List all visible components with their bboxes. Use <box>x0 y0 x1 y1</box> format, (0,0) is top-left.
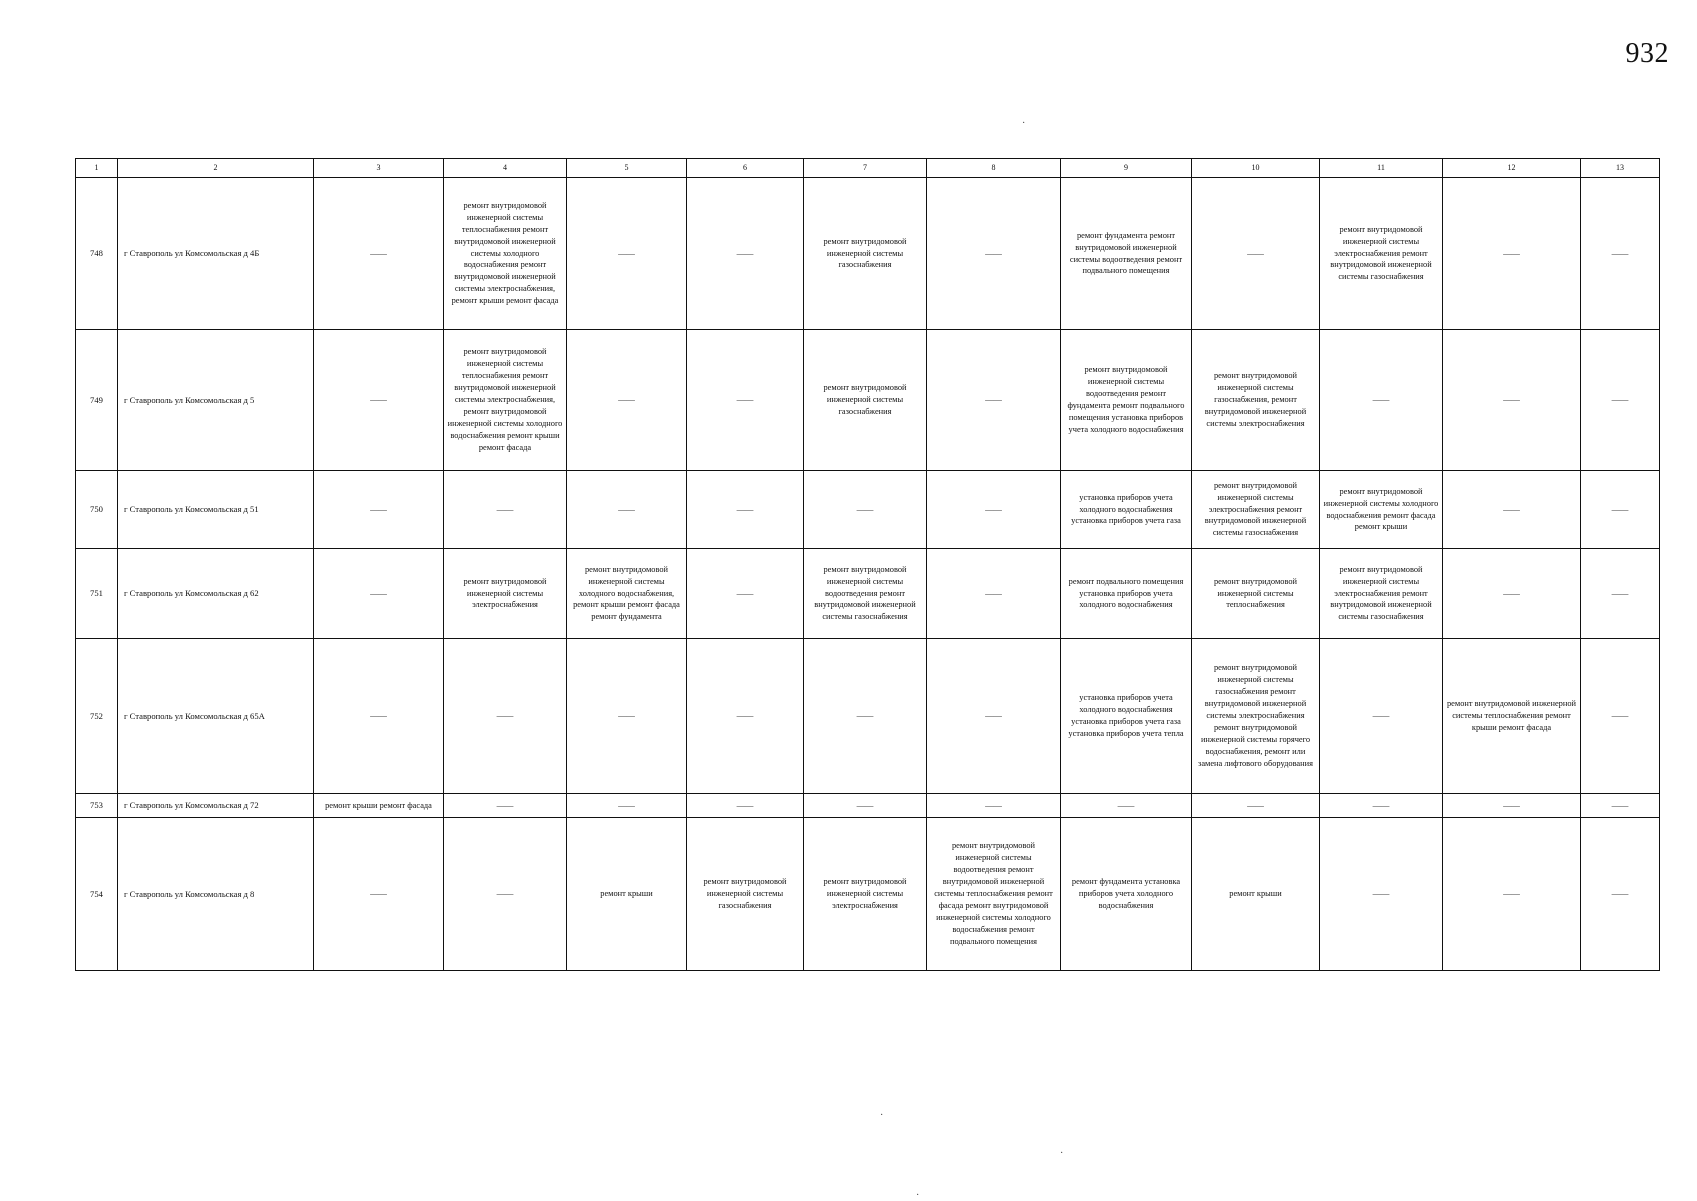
table-cell: ремонт внутридомовой инженерной системы водоотведения ремонт внутридомовой инженерной системы газоснабжения <box>804 549 927 639</box>
table-cell: —— <box>927 794 1061 818</box>
scan-speck: · <box>1022 118 1026 129</box>
table-row <box>76 471 1660 549</box>
page-number: 932 <box>1625 38 1669 69</box>
table-cell: ремонт внутридомовой инженерной системы теплоснабжения ремонт внутридомовой инженерной системы электроснабжения, ремонт внутридомовой инженерной системы холодного водоснабжения ремонт крыши ремонт фасада <box>444 330 567 471</box>
table-cell: ремонт внутридомовой инженерной системы водоотведения ремонт фундамента ремонт подвального помещения установка приборов учета холодного водоснабжения <box>1061 330 1192 471</box>
scan-speck: · <box>1060 1148 1064 1159</box>
table-cell: —— <box>687 794 804 818</box>
column-header: 6 <box>687 159 804 178</box>
table-cell: —— <box>314 178 444 330</box>
table-cell: —— <box>687 330 804 471</box>
table-cell: —— <box>804 471 927 549</box>
table-cell: ремонт фундамента ремонт внутридомовой инженерной системы водоотведения ремонт подвального помещения <box>1061 178 1192 330</box>
table-cell: —— <box>1581 471 1660 549</box>
table-cell: —— <box>1320 330 1443 471</box>
table-cell: —— <box>444 471 567 549</box>
table-cell: —— <box>687 471 804 549</box>
table-cell: ремонт внутридомовой инженерной системы теплоснабжения ремонт крыши ремонт фасада <box>1443 639 1581 794</box>
table-cell: ремонт крыши <box>567 818 687 971</box>
table-cell: —— <box>804 639 927 794</box>
table-cell: ремонт внутридомовой инженерной системы холодного водоснабжения ремонт фасада ремонт крыши <box>1320 471 1443 549</box>
table-cell: ремонт крыши <box>1192 818 1320 971</box>
table-row <box>76 178 1660 330</box>
table-cell: —— <box>1581 794 1660 818</box>
table-cell: —— <box>314 639 444 794</box>
table-cell: ремонт крыши ремонт фасада <box>314 794 444 818</box>
table-cell: —— <box>1192 178 1320 330</box>
table-cell: ремонт внутридомовой инженерной системы газоснабжения, ремонт внутридомовой инженерной системы электроснабжения <box>1192 330 1320 471</box>
table-cell: ремонт внутридомовой инженерной системы газоснабжения ремонт внутридомовой инженерной системы электроснабжения ремонт внутридомовой инженерной системы горячего водоснабжения, ремонт или замена лифтового оборудования <box>1192 639 1320 794</box>
table-row <box>76 639 1660 794</box>
column-header: 5 <box>567 159 687 178</box>
table-cell: —— <box>314 330 444 471</box>
column-header: 4 <box>444 159 567 178</box>
table-cell: —— <box>1581 178 1660 330</box>
table-cell: —— <box>1192 794 1320 818</box>
table-row <box>76 330 1660 471</box>
table-cell: установка приборов учета холодного водоснабжения установка приборов учета газа установка приборов учета тепла <box>1061 639 1192 794</box>
table-cell: —— <box>1443 794 1581 818</box>
address-cell: г Ставрополь ул Комсомольская д 5 <box>118 330 314 471</box>
row-number: 749 <box>76 330 118 471</box>
column-header: 13 <box>1581 159 1660 178</box>
column-header: 7 <box>804 159 927 178</box>
address-cell: г Ставрополь ул Комсомольская д 65А <box>118 639 314 794</box>
table-cell: —— <box>444 818 567 971</box>
table-cell: —— <box>1581 818 1660 971</box>
column-header: 2 <box>118 159 314 178</box>
table-row <box>76 794 1660 818</box>
table-cell: —— <box>1320 818 1443 971</box>
row-number: 752 <box>76 639 118 794</box>
table-cell: ремонт внутридомовой инженерной системы теплоснабжения ремонт внутридомовой инженерной системы холодного водоснабжения ремонт внутридомовой инженерной системы электроснабжения, ремонт крыши ремонт фасада <box>444 178 567 330</box>
table-cell: —— <box>567 330 687 471</box>
table-cell: —— <box>1320 794 1443 818</box>
column-header: 1 <box>76 159 118 178</box>
table-cell: ремонт внутридомовой инженерной системы газоснабжения <box>804 178 927 330</box>
table-cell: —— <box>1581 639 1660 794</box>
table-cell: ремонт внутридомовой инженерной системы теплоснабжения <box>1192 549 1320 639</box>
table-cell: ремонт внутридомовой инженерной системы электроснабжения ремонт внутридомовой инженерной системы газоснабжения <box>1320 549 1443 639</box>
repair-plan-table <box>75 158 1660 971</box>
column-header: 12 <box>1443 159 1581 178</box>
table-cell: —— <box>1061 794 1192 818</box>
table-cell: —— <box>1443 471 1581 549</box>
address-cell: г Ставрополь ул Комсомольская д 62 <box>118 549 314 639</box>
table-cell: ремонт внутридомовой инженерной системы холодного водоснабжения, ремонт крыши ремонт фасада ремонт фундамента <box>567 549 687 639</box>
row-number: 750 <box>76 471 118 549</box>
table-cell: установка приборов учета холодного водоснабжения установка приборов учета газа <box>1061 471 1192 549</box>
table-cell: —— <box>444 794 567 818</box>
table-cell: ремонт внутридомовой инженерной системы водоотведения ремонт внутридомовой инженерной системы теплоснабжения ремонт фасада ремонт внутридомовой инженерной системы холодного водоснабжения ремонт подвального помещения <box>927 818 1061 971</box>
table-row <box>76 818 1660 971</box>
table-cell: —— <box>444 639 567 794</box>
table-cell: —— <box>1443 549 1581 639</box>
row-number: 754 <box>76 818 118 971</box>
table-cell: —— <box>567 178 687 330</box>
table-cell: —— <box>927 471 1061 549</box>
table-cell: —— <box>687 549 804 639</box>
table-cell: —— <box>314 549 444 639</box>
table-cell: —— <box>687 639 804 794</box>
address-cell: г Ставрополь ул Комсомольская д 8 <box>118 818 314 971</box>
table-cell: —— <box>314 818 444 971</box>
table-cell: —— <box>1581 549 1660 639</box>
table-cell: —— <box>1320 639 1443 794</box>
table-cell: ремонт внутридомовой инженерной системы электроснабжения ремонт внутридомовой инженерной системы газоснабжения <box>1192 471 1320 549</box>
column-header: 10 <box>1192 159 1320 178</box>
table-cell: ремонт фундамента установка приборов учета холодного водоснабжения <box>1061 818 1192 971</box>
table-cell: ремонт внутридомовой инженерной системы газоснабжения <box>687 818 804 971</box>
table-cell: —— <box>1443 818 1581 971</box>
row-number: 748 <box>76 178 118 330</box>
table-cell: ремонт внутридомовой инженерной системы газоснабжения <box>804 330 927 471</box>
table-cell: —— <box>687 178 804 330</box>
column-header: 11 <box>1320 159 1443 178</box>
table-cell: —— <box>804 794 927 818</box>
address-cell: г Ставрополь ул Комсомольская д 51 <box>118 471 314 549</box>
scan-speck: · <box>880 1110 884 1121</box>
scan-speck: · <box>916 1190 920 1201</box>
row-number: 751 <box>76 549 118 639</box>
table-cell: —— <box>927 178 1061 330</box>
table-cell: —— <box>927 330 1061 471</box>
table-cell: —— <box>567 639 687 794</box>
table-cell: ремонт внутридомовой инженерной системы электроснабжения ремонт внутридомовой инженерной системы газоснабжения <box>1320 178 1443 330</box>
column-header: 3 <box>314 159 444 178</box>
column-number-row <box>76 159 1660 178</box>
table-cell: —— <box>567 471 687 549</box>
table-cell: —— <box>927 549 1061 639</box>
row-number: 753 <box>76 794 118 818</box>
table-cell: ремонт внутридомовой инженерной системы электроснабжения <box>804 818 927 971</box>
table-cell: ремонт внутридомовой инженерной системы электроснабжения <box>444 549 567 639</box>
table-row <box>76 549 1660 639</box>
table-cell: —— <box>567 794 687 818</box>
column-header: 8 <box>927 159 1061 178</box>
address-cell: г Ставрополь ул Комсомольская д 4Б <box>118 178 314 330</box>
table-cell: —— <box>1443 330 1581 471</box>
address-cell: г Ставрополь ул Комсомольская д 72 <box>118 794 314 818</box>
table-cell: —— <box>1443 178 1581 330</box>
column-header: 9 <box>1061 159 1192 178</box>
table-cell: —— <box>314 471 444 549</box>
table-cell: —— <box>1581 330 1660 471</box>
table-cell: —— <box>927 639 1061 794</box>
table-cell: ремонт подвального помещения установка приборов учета холодного водоснабжения <box>1061 549 1192 639</box>
